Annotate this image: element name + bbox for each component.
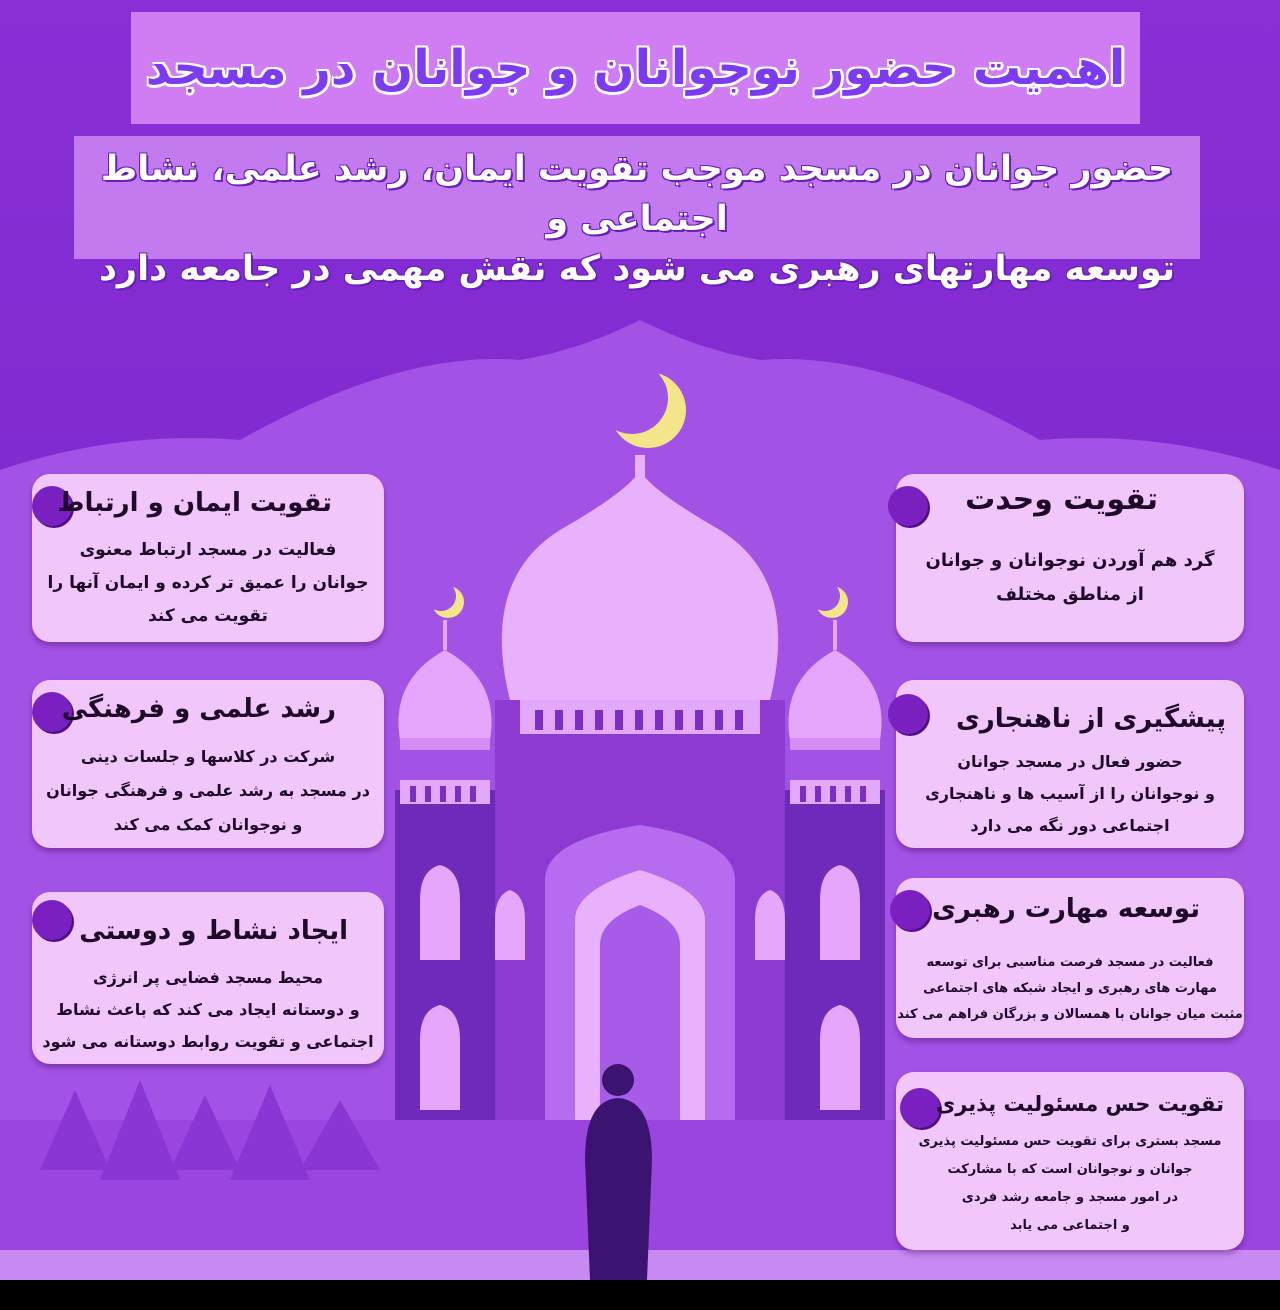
subtitle-line-2: توسعه مهارتهای رهبری می شود که نقش مهمی در جامعه دارد	[98, 249, 1176, 289]
card-body	[32, 534, 384, 633]
card-prevention	[896, 680, 1244, 848]
card-line: فعالیت در مسجد ارتباط معنوی	[79, 540, 337, 560]
card-leadership	[896, 878, 1244, 1038]
card-title: توسعه مهارت رهبری	[932, 894, 1200, 924]
bullet-dot-icon	[888, 486, 928, 526]
card-line: اجتماعی دور نگه می دارد	[970, 816, 1170, 835]
title-banner	[131, 12, 1140, 124]
card-line: حضور فعال در مسجد جوانان	[957, 752, 1183, 771]
card-line: مسجد بستری برای تقویت حس مسئولیت پذیری	[918, 1134, 1222, 1149]
card-body	[896, 544, 1244, 612]
card-title: تقویت حس مسئولیت پذیری	[935, 1092, 1224, 1116]
subtitle-text	[94, 144, 1180, 294]
card-body	[32, 740, 384, 842]
card-body	[896, 746, 1244, 842]
card-body	[32, 962, 384, 1058]
card-joy-friendship	[32, 892, 384, 1064]
card-line: از مناطق مختلف	[996, 584, 1144, 605]
card-faith	[32, 474, 384, 642]
card-line: جوانان را عمیق تر کرده و ایمان آنها را	[47, 573, 369, 593]
card-title: رشد علمی و فرهنگی	[61, 694, 336, 724]
card-line: جوانان و نوجوانان است که با مشارکت	[947, 1162, 1193, 1177]
card-line: گرد هم آوردن نوجوانان و جوانان	[925, 550, 1215, 571]
page-title: اهمیت حضور نوجوانان و جوانان در مسجد	[145, 40, 1126, 96]
bullet-dot-icon	[900, 1088, 940, 1128]
card-title: تقویت ایمان و ارتباط	[57, 488, 332, 518]
subtitle-line-1: حضور جوانان در مسجد موجب تقویت ایمان، رشد علمی، نشاط اجتماعی و	[100, 149, 1174, 239]
bullet-dot-icon	[890, 890, 930, 930]
card-line: در مسجد به رشد علمی و فرهنگی جوانان	[46, 781, 370, 800]
card-unity	[896, 474, 1244, 642]
card-line: محیط مسجد فضایی پر انرژی	[92, 968, 324, 987]
card-title: پیشگیری از ناهنجاری	[955, 704, 1226, 734]
card-line: مثبت میان جوانان با همسالان و بزرگان فراهم می کند	[897, 1007, 1243, 1022]
card-title: ایجاد نشاط و دوستی	[79, 916, 348, 946]
card-line: و نوجوانان را از آسیب ها و ناهنجاری	[925, 784, 1215, 803]
card-body	[896, 1128, 1244, 1240]
card-line: اجتماعی و تقویت روابط دوستانه می شود	[42, 1032, 374, 1051]
card-line: و اجتماعی می یابد	[1010, 1218, 1130, 1233]
subtitle-banner	[74, 136, 1200, 289]
card-line: تقویت می کند	[148, 606, 268, 626]
card-responsibility	[896, 1072, 1244, 1250]
bullet-dot-icon	[32, 900, 72, 940]
bullet-dot-icon	[888, 694, 928, 734]
card-line: در امور مسجد و جامعه رشد فردی	[961, 1190, 1179, 1205]
bottom-black-bar	[0, 1280, 1280, 1310]
card-scientific-growth	[32, 680, 384, 848]
card-line: فعالیت در مسجد فرصت مناسبی برای توسعه	[926, 955, 1214, 970]
card-line: شرکت در کلاسها و جلسات دینی	[80, 747, 336, 766]
card-body	[896, 950, 1244, 1028]
card-line: مهارت های رهبری و ایجاد شبکه های اجتماعی	[923, 981, 1217, 996]
card-line: و نوجوانان کمک می کند	[113, 815, 303, 834]
card-line: و دوستانه ایجاد می کند که باعث نشاط	[56, 1000, 360, 1019]
card-title: تقویت وحدت	[965, 482, 1158, 517]
